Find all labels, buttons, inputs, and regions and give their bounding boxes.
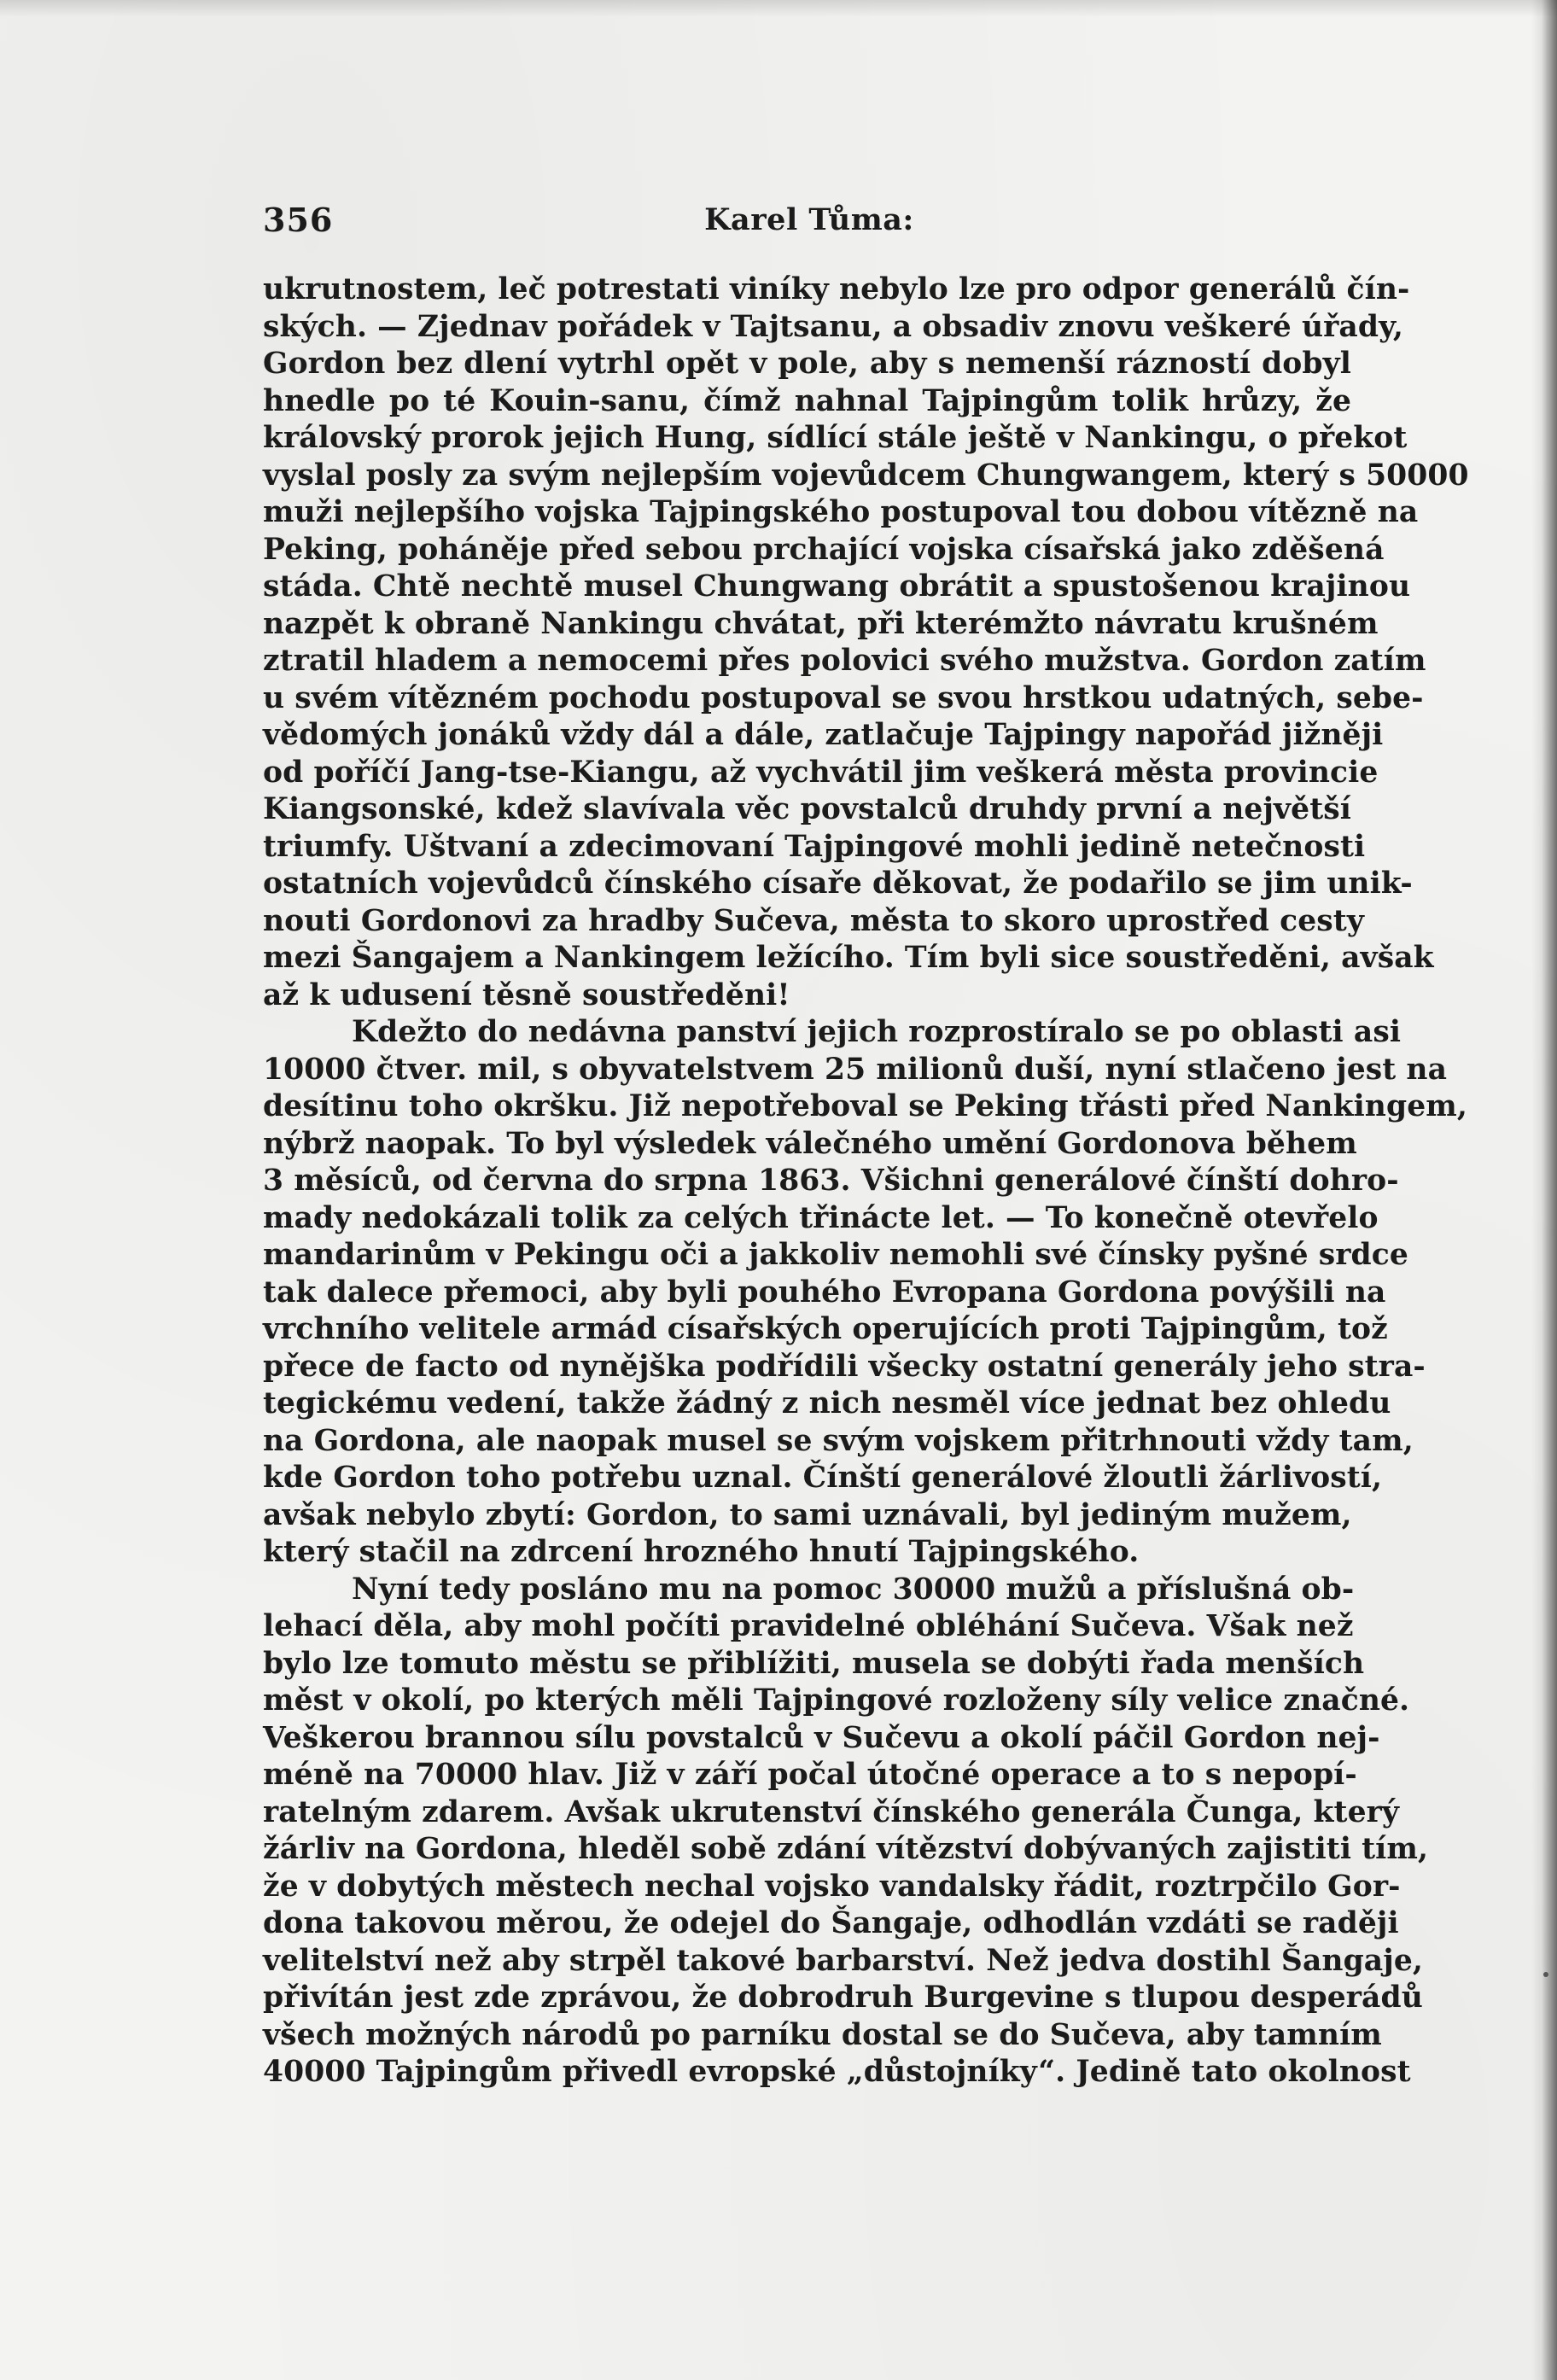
text-line: 40000 Tajpingům přivedl evropské „důstojníky“. Jedině tato okolnost [263, 2055, 1411, 2089]
text-line: ostatních vojevůdců čínského císaře děkovat, že podařilo se jim unik- [263, 866, 1413, 901]
text-line: triumfy. Uštvaní a zdecimovaní Tajpingové mohli jedině netečnosti [263, 829, 1366, 864]
scan-shadow-right [1531, 0, 1557, 2380]
text-line: nýbrž naopak. To byl výsledek válečného umění Gordonova během [263, 1126, 1357, 1161]
text-line: ratelným zdarem. Avšak ukrutenství čínského generála Čunga, který [263, 1794, 1400, 1829]
text-line: ských. — Zjednav pořádek v Tajtsanu, a obsadiv znovu veškeré úřady, [263, 309, 1404, 344]
text-line: který stačil na zdrcení hrozného hnutí Tajpingského. [263, 1535, 1140, 1569]
text-line: mezi Šangajem a Nankingem ležícího. Tím byli sice soustředěni, avšak [263, 941, 1434, 975]
text-line: královský prorok jejich Hung, sídlící stále ještě v Nankingu, o překot [263, 421, 1408, 455]
text-line: ztratil hladem a nemocemi přes polovici svého mužstva. Gordon zatím [263, 644, 1426, 678]
text-line: 10000 čtver. mil, s obyvatelstvem 25 milionů duší, nyní stlačeno jest na [263, 1052, 1448, 1087]
text-line: kde Gordon toho potřebu uznal. Čínští generálové žloutli žárlivostí, [263, 1461, 1383, 1495]
text-line: u svém vítězném pochodu postupoval se svou hrstkou udatných, sebe- [263, 680, 1424, 715]
page-header [263, 201, 1356, 252]
text-line: mandarinům v Pekingu oči a jakkoliv nemohli své čínsky pyšné srdce [263, 1238, 1408, 1272]
text-line: muži nejlepšího vojska Tajpingského postupoval tou dobou vítězně na [263, 495, 1419, 529]
text-line: Kdežto do nedávna panství jejich rozprostíralo se po oblasti asi [352, 1015, 1402, 1049]
text-line: desítinu toho okršku. Již nepotřeboval se Peking třásti před Nankingem, [263, 1089, 1467, 1123]
text-line: Veškerou brannou sílu povstalců v Sučevu a okolí páčil Gordon nej- [263, 1720, 1380, 1755]
text-line: hnedle po té Kouin-sanu, čímž nahnal Tajpingům tolik hrůzy, že [263, 383, 1351, 418]
scan-speck [1543, 1972, 1548, 1977]
text-line: dona takovou měrou, že odejel do Šangaje, odhodlán vzdáti se raději [263, 1906, 1399, 1940]
text-line: Peking, poháněje před sebou prchající vojska císařská jako zděšená [263, 532, 1385, 567]
running-head: Karel Tůma: [704, 202, 914, 237]
text-line: 3 měsíců, od června do srpna 1863. Všichni generálové čínští dohro- [263, 1164, 1399, 1198]
text-line: přece de facto od nynějška podřídili všecky ostatní generály jeho stra- [263, 1349, 1426, 1384]
text-line: bylo lze tomuto městu se přiblížiti, musela se dobýti řada menších [263, 1646, 1365, 1681]
text-line: od poříčí Jang-tse-Kiangu, až vychvátil jim veškerá města provincie [263, 755, 1379, 790]
text-line: nouti Gordonovi za hradby Sučeva, města to skoro uprostřed cesty [263, 903, 1364, 938]
text-line: Gordon bez dlení vytrhl opět v pole, aby s nemenší rázností dobyl [263, 347, 1351, 381]
body-text [263, 271, 1469, 2091]
text-line: měst v okolí, po kterých měli Tajpingové rozloženy síly velice značné. [263, 1683, 1410, 1718]
text-line: stáda. Chtě nechtě musel Chungwang obrátit a spustošenou krajinou [263, 569, 1411, 604]
text-line: vyslal posly za svým nejlepším vojevůdcem Chungwangem, který s 50000 [263, 458, 1469, 493]
text-line: méně na 70000 hlav. Již v září počal útočné operace a to s nepopí- [263, 1758, 1357, 1792]
text-line: přivítán jest zde zprávou, že dobrodruh Burgevine s tlupou desperádů [263, 1980, 1423, 2015]
text-line: ukrutnostem, leč potrestati viníky nebylo lze pro odpor generálů čín- [263, 272, 1410, 306]
text-line: že v dobytých městech nechal vojsko vandalsky řádit, roztrpčilo Gor- [263, 1869, 1401, 1904]
text-line: nazpět k obraně Nankingu chvátat, při kterémžto návratu krušném [263, 606, 1379, 641]
text-line: lehací děla, aby mohl počíti pravidelné obléhání Sučeva. Však než [263, 1609, 1354, 1643]
text-line: všech možných národů po parníku dostal se do Sučeva, aby tamním [263, 2017, 1382, 2052]
text-line: až k udusení těsně soustředěni! [263, 977, 790, 1012]
text-line: Nyní tedy posláno mu na pomoc 30000 mužů a příslušná ob- [352, 1572, 1355, 1607]
text-line: Kiangsonské, kdež slavívala věc povstalců druhdy první a největší [263, 792, 1351, 826]
page-number: 356 [263, 201, 334, 239]
text-line: žárliv na Gordona, hleděl sobě zdání vítězství dobývaných zajistiti tím, [263, 1832, 1429, 1866]
text-line: vrchního velitele armád císařských operujících proti Tajpingům, tož [263, 1312, 1388, 1346]
text-line: tak dalece přemoci, aby byli pouhého Evropana Gordona povýšili na [263, 1275, 1386, 1310]
text-line: avšak nebylo zbytí: Gordon, to sami uznávali, byl jediným mužem, [263, 1497, 1352, 1532]
text-line: tegickému vedení, takže žádný z nich nesměl více jednat bez ohledu [263, 1386, 1391, 1420]
scan-shadow-top [0, 0, 1557, 17]
text-line: vědomých jonáků vždy dál a dále, zatlačuje Tajpingy napořád jižněji [263, 718, 1384, 752]
text-line: velitelství než aby strpěl takové barbarství. Než jedva dostihl Šangaje, [263, 1943, 1423, 1978]
text-line: mady nedokázali tolik za celých třinácte let. — To konečně otevřelo [263, 1200, 1379, 1235]
text-line: na Gordona, ale naopak musel se svým vojskem přitrhnouti vždy tam, [263, 1423, 1414, 1458]
